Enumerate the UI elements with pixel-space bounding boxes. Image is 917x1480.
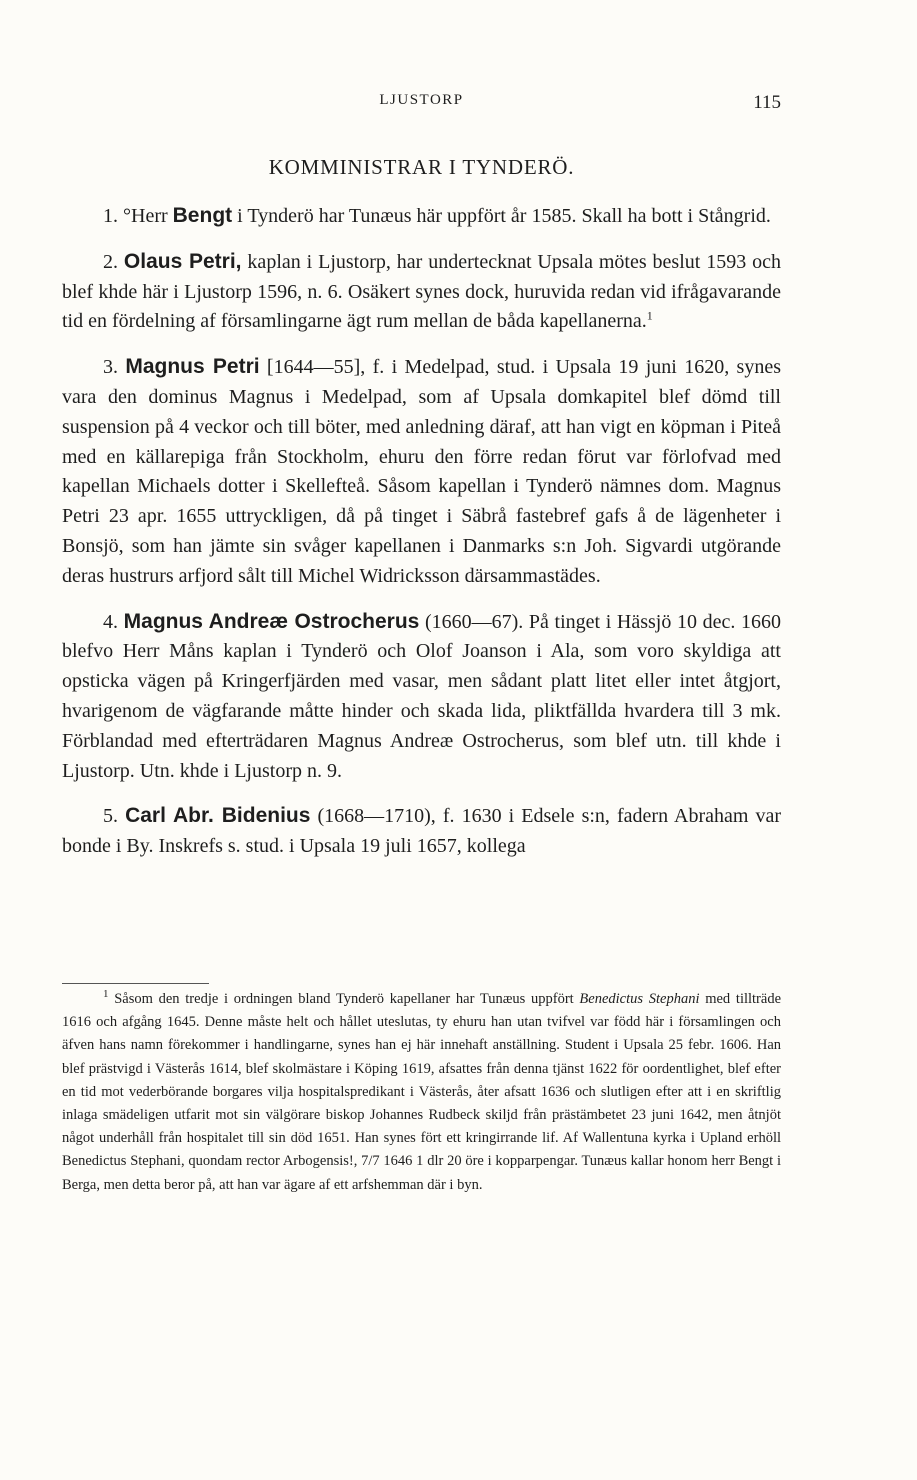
entry-name: Bengt xyxy=(172,204,233,227)
footnote-mark: 1 xyxy=(103,988,109,1001)
entry-text: (1668—1710), f. 1630 i Edsele s:n, fadern Abraham var bonde i By. Inskrefs s. stud. i Upsala 19 juli 1657, kollega xyxy=(62,805,782,858)
section-title: KOMMINISTRAR I TYNDERÖ. xyxy=(268,155,575,179)
page-number: 115 xyxy=(753,92,781,113)
entry-number: 4. xyxy=(103,610,118,633)
entry-name: Magnus Petri xyxy=(125,355,260,379)
entry-text: (1660—67). På tinget i Hässjö 10 dec. 1660 blefvo Herr Måns kaplan i Tynderö och Olof Joanson i Ala, som voro skyldiga att opsticka vägen på Kringerfjärden med vasar, men sådant platt litet eller intet åtgjort, hvarigenom de vägfarande måtte hinder och skada lida, pliktfällda hvardera till 3 mk. Förblandad med efterträdaren Magnus Andreæ Ostrocherus, som blef utn. till khde i Ljustorp. Utn. khde i Ljustorp n. 9. xyxy=(62,610,781,782)
entry-text: kaplan i Ljustorp, har undertecknat Upsala mötes beslut 1593 och blef khde här i Ljustorp 1596, n. 6. Osäkert synes dock, huruvida redan vid ifrågavarande tid en fördelning af församlingarne ägt rum mellan de båda kapellanerna. xyxy=(62,250,782,333)
footnote-text-after: med tillträde 1616 och afgång 1645. Denne måste helt och hållet uteslutas, ty ehuru han utan tvifvel var född här i församlingen och äfven hans namn förekommer i handlingarne, synes han ej här innehaft anställning. Student i Upsala 25 febr. 1606. Han blef prästvigd i Västerås 1614, blef skolmästare i Köping 1619, afsattes från denna tjänst 1622 för oordentlighet, blef efter en tid mot vederbörande borgares vilja hospitalspredikant i Västerås, åter afsatt 1636 och slutligen efter att i en skriftlig inlaga smädeligen utfarit mot sin välgörare biskop Johannes Rudbeck skiljd från prästämbetet 23 juni 1642, men åtnjöt något underhåll från hospitalet till sin död 1651. Han synes fört ett kringirrande lif. Af Wallentuna kyrka i Upland erhöll Benedictus Stephani, quondam rector Arbogensis!, 7/7 1646 1 dlr 20 öre i kopparpengar. Tunæus kallar honom herr Bengt i Berga, men detta beror på, att han var ägare af ett arfshemman där i byn. xyxy=(62,991,782,1193)
entry-name: Magnus Andreæ Ostrocherus xyxy=(123,609,420,633)
running-title: LJUSTORP xyxy=(379,92,464,108)
entry-text: [1644—55], f. i Medelpad, stud. i Upsala 19 juni 1620, synes vara den dominus Magnus i Medelpad, som af Upsala domkapitel blef dömd till suspension på 4 veckor och till böter, med anledning däraf, att han vigt en köpman i Piteå med en källarepiga från Stockholm, ehuru den förre redan förut var förlofvad med kapellan Michaels dotter i Skellefteå. Såsom kapellan i Tynderö nämnes dom. Magnus Petri 23 apr. 1655 uttryckligen, då på tinget i Säbrå fastebref gafs å de lägenheter i Bonsjö, som han jämte sin svåger kapellanen i Danmarks s:n Joh. Sigvardi utgörande deras hustrurs arfjord sålt till Michel Widricksson därsammastädes. xyxy=(62,356,782,587)
footnote-rule xyxy=(62,983,209,984)
entry-text: i Tynderö har Tunæus här uppfört år 1585. Skall ha bott i Stångrid. xyxy=(232,205,771,227)
entry-3 xyxy=(62,352,781,591)
entry-number: 2. xyxy=(103,250,118,273)
footnote-italic-name: Benedictus Stephani xyxy=(579,991,700,1007)
footnote-text-before: Såsom den tredje i ordningen bland Tynderö kapellaner har Tunæus uppfört xyxy=(108,991,580,1007)
running-head xyxy=(62,92,781,118)
footnote-reference: 1 xyxy=(646,308,653,323)
entry-number: 1. xyxy=(103,205,118,227)
body-text xyxy=(62,201,781,877)
footnote xyxy=(62,988,781,1197)
entry-prefix: °Herr xyxy=(123,205,173,227)
entry-4 xyxy=(62,607,781,787)
entry-1 xyxy=(62,201,781,232)
entry-2 xyxy=(62,247,781,337)
entry-name: Carl Abr. Bidenius xyxy=(125,804,311,828)
entry-number: 5. xyxy=(103,805,118,828)
entry-number: 3. xyxy=(103,356,118,379)
entry-name: Olaus Petri, xyxy=(123,249,242,273)
entry-5 xyxy=(62,801,781,862)
